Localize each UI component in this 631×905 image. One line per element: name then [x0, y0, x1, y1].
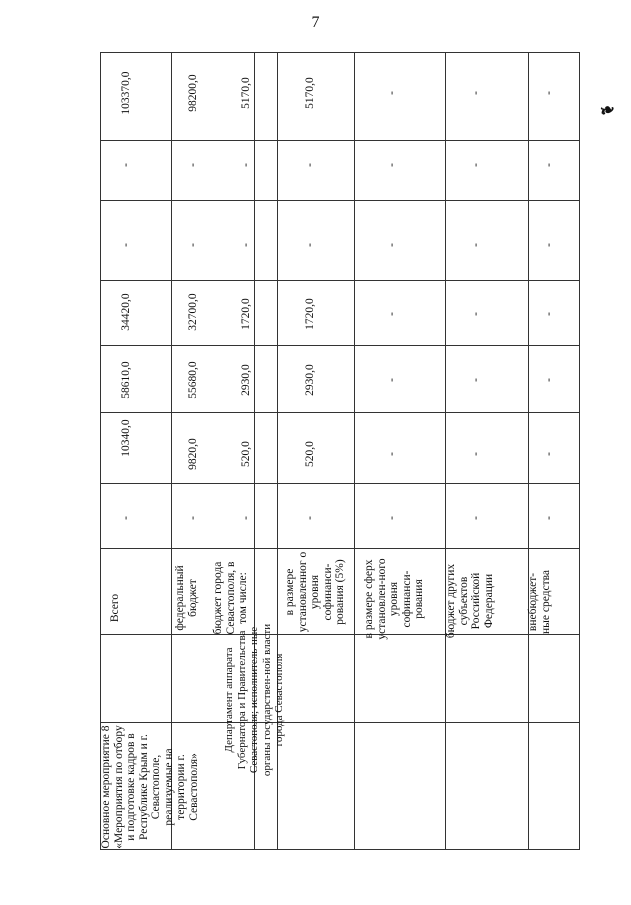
cell-value: 10340,0	[120, 419, 132, 457]
column-divider	[100, 412, 580, 413]
column-divider	[100, 280, 580, 281]
cell-value: -	[543, 163, 555, 167]
executor-name: Департамент аппарата Губернатора и Правительства Севастополя; исполнитель-ные органы государствен-ной власти города Севастополя	[223, 623, 285, 777]
cell-value: -	[240, 163, 252, 167]
source-label-off-budget: внебюджет-ные средства	[527, 569, 552, 635]
cell-value: -	[543, 516, 555, 520]
cell-value: -	[543, 243, 555, 247]
table-border-bottom	[579, 52, 580, 850]
column-divider	[100, 52, 580, 53]
source-label-5pct: в размере установленног о уровня софинанси-рования (5%)	[284, 551, 346, 633]
margin-mark-icon: ❧	[596, 98, 618, 123]
cell-value: 9820,0	[187, 438, 199, 470]
cell-value: -	[120, 243, 132, 247]
cell-value: -	[187, 163, 199, 167]
cell-value: -	[187, 516, 199, 520]
cell-value: -	[543, 91, 555, 95]
cell-value: -	[386, 378, 398, 382]
column-divider	[100, 140, 580, 141]
cell-value: -	[240, 243, 252, 247]
cell-value: -	[187, 243, 199, 247]
cell-value: -	[470, 312, 482, 316]
page-number: 7	[311, 14, 320, 31]
cell-value: -	[470, 163, 482, 167]
row-divider	[528, 52, 529, 850]
column-divider	[100, 345, 580, 346]
row-divider	[445, 52, 446, 850]
source-label-above: в размере сферх установлен-ного уровня софинанси-рования	[363, 558, 425, 640]
source-label-other-subjects: бюджет других субъектов Российской Федерации	[445, 563, 495, 639]
cell-value: -	[386, 243, 398, 247]
table-border-right	[100, 849, 580, 850]
cell-value: -	[470, 91, 482, 95]
cell-value: -	[386, 91, 398, 95]
source-label-city: бюджет города Севастополя, в том числе:	[212, 561, 249, 635]
cell-value: 1720,0	[240, 298, 252, 330]
cell-value: -	[386, 163, 398, 167]
budget-table	[100, 52, 580, 850]
cell-value: 98200,0	[187, 74, 199, 112]
row-divider	[354, 52, 355, 850]
cell-value: 2930,0	[240, 364, 252, 396]
cell-value: -	[386, 516, 398, 520]
cell-value: 520,0	[304, 441, 316, 467]
cell-value: 5170,0	[304, 77, 316, 109]
cell-value: -	[304, 243, 316, 247]
activity-name: Основное мероприятие 8 «Мероприятия по отбору и подготовке кадров в Республике Крым и г. Севастополе, реализуемые на территории г. Севастополя»	[100, 725, 200, 849]
cell-value: -	[543, 312, 555, 316]
cell-value: 58610,0	[120, 361, 132, 399]
cell-value: 2930,0	[304, 364, 316, 396]
cell-value: -	[470, 516, 482, 520]
cell-value: 1720,0	[304, 298, 316, 330]
cell-value: -	[120, 163, 132, 167]
cell-value: 32700,0	[187, 293, 199, 331]
cell-value: 103370,0	[120, 71, 132, 115]
cell-value: -	[470, 378, 482, 382]
cell-value: -	[120, 516, 132, 520]
cell-value: -	[386, 312, 398, 316]
cell-value: -	[240, 516, 252, 520]
cell-value: -	[543, 378, 555, 382]
cell-value: -	[470, 243, 482, 247]
column-divider	[100, 722, 580, 723]
cell-value: -	[304, 163, 316, 167]
cell-value: 5170,0	[240, 77, 252, 109]
cell-value: -	[543, 452, 555, 456]
cell-value: -	[386, 452, 398, 456]
source-label-total: Всего	[109, 593, 121, 623]
column-divider	[100, 483, 580, 484]
column-divider	[100, 200, 580, 201]
cell-value: 34420,0	[120, 293, 132, 331]
cell-value: -	[470, 452, 482, 456]
cell-value: 55680,0	[187, 361, 199, 399]
cell-value: 520,0	[240, 441, 252, 467]
cell-value: -	[304, 516, 316, 520]
source-label-federal: федеральный бюджет	[174, 565, 199, 631]
